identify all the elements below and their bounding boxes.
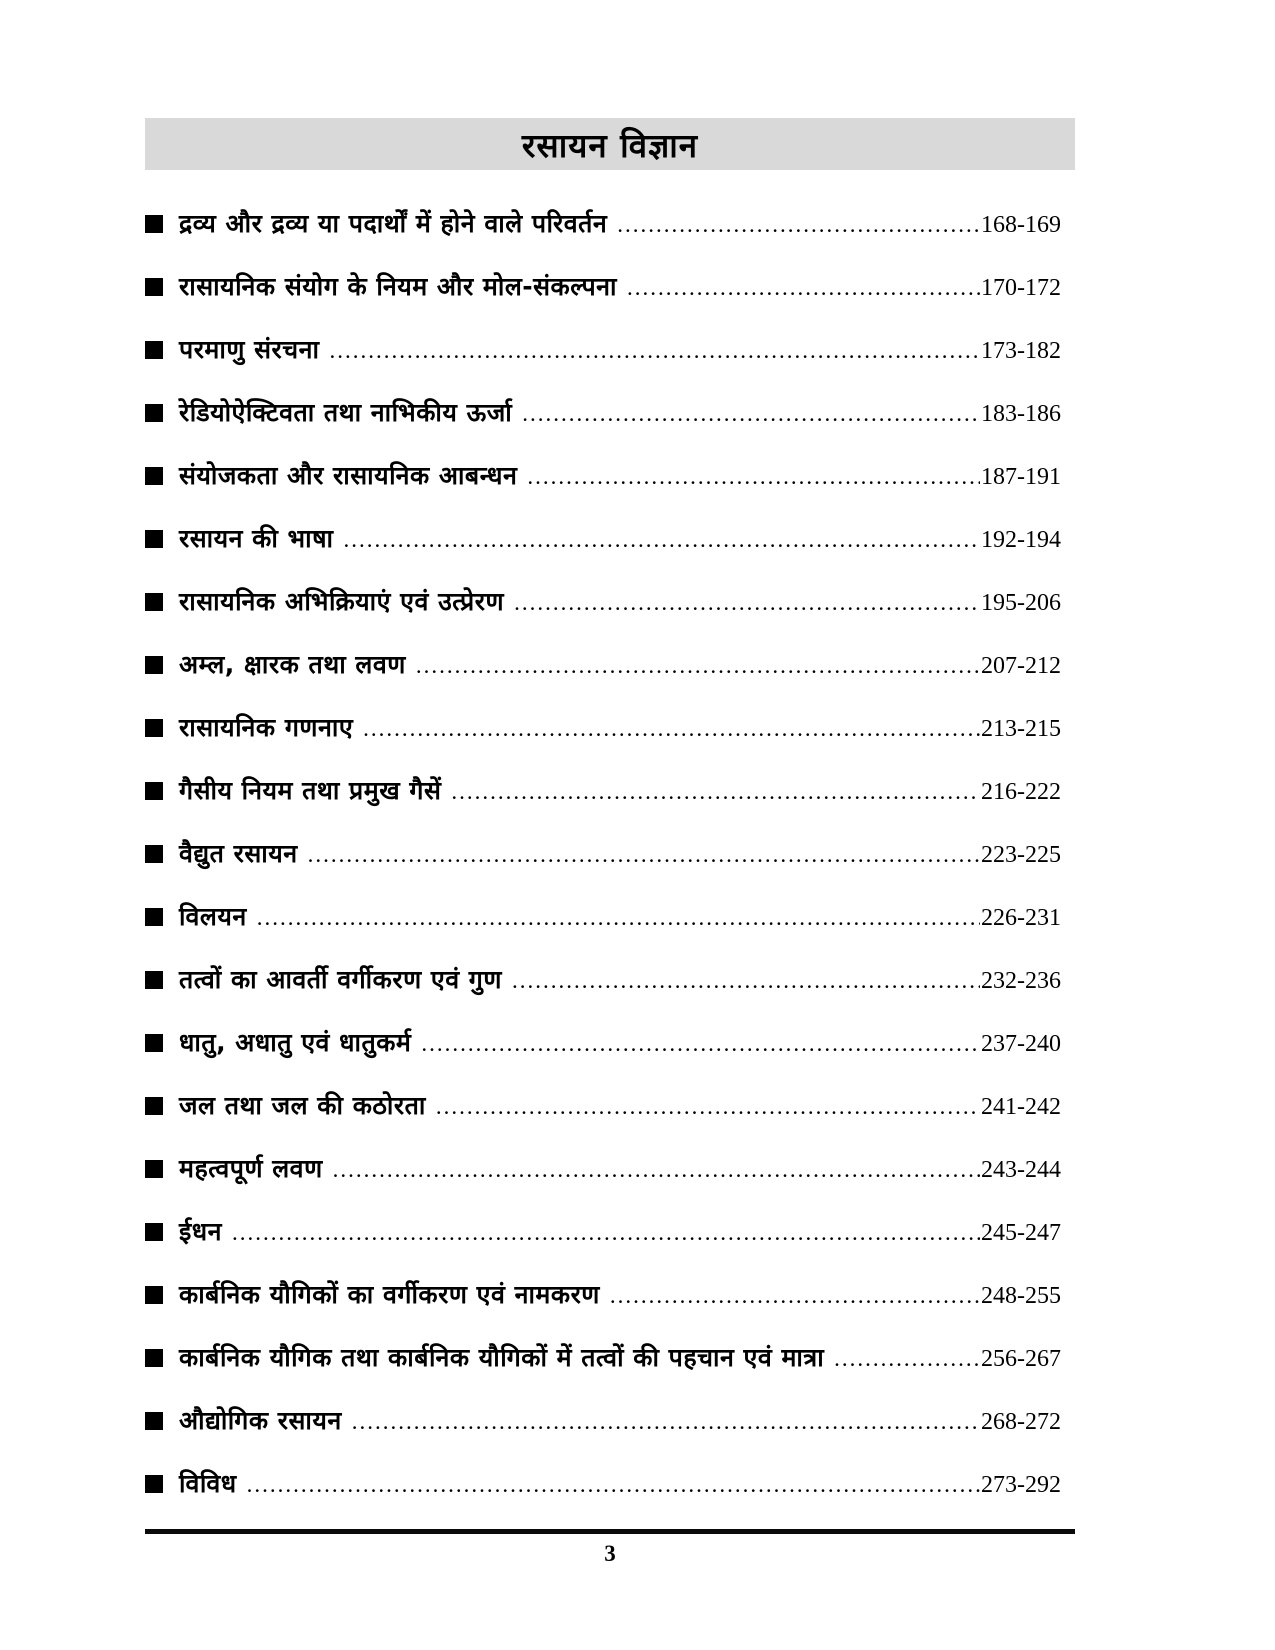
page-range: 248-255 (981, 1283, 1061, 1309)
dot-leader (334, 508, 980, 571)
chapter-title: अम्ल, क्षारक तथा लवण (179, 650, 406, 679)
page-range: 183-186 (981, 401, 1061, 427)
bullet-square-icon (145, 782, 163, 800)
toc-row (145, 1263, 1075, 1326)
dot-leader (502, 949, 980, 1012)
bullet-square-icon (145, 656, 163, 674)
page-range: 187-191 (981, 464, 1061, 490)
bullet-square-icon (145, 1412, 163, 1430)
bullet-square-icon (145, 1160, 163, 1178)
toc-row (145, 192, 1075, 255)
page-range: 268-272 (981, 1409, 1061, 1435)
bullet-square-icon (145, 404, 163, 422)
page-range: 192-194 (981, 527, 1061, 553)
page-title: रसायन विज्ञान (521, 125, 699, 165)
chapter-title: कार्बनिक यौगिक तथा कार्बनिक यौगिकों में तत्वों की पहचान एवं मात्रा (179, 1343, 825, 1372)
footer-page-number: 3 (604, 1541, 616, 1566)
dot-leader (504, 571, 980, 634)
page-range: 245-247 (981, 1220, 1061, 1246)
toc-row (145, 1074, 1075, 1137)
dot-leader (607, 193, 980, 256)
dot-leader (319, 319, 980, 382)
page-range: 213-215 (981, 716, 1061, 742)
dot-leader (411, 1012, 980, 1075)
bullet-square-icon (145, 845, 163, 863)
toc-row (145, 759, 1075, 822)
page-content (145, 118, 1075, 1567)
toc-row (145, 444, 1075, 507)
dot-leader (353, 697, 980, 760)
bullet-square-icon (145, 593, 163, 611)
page-range: 232-236 (981, 968, 1061, 994)
chapter-title: ईधन (179, 1217, 223, 1246)
bullet-square-icon (145, 1475, 163, 1493)
toc-row (145, 1326, 1075, 1389)
chapter-title: गैसीय नियम तथा प्रमुख गैसें (179, 776, 442, 805)
bullet-square-icon (145, 278, 163, 296)
toc-row (145, 822, 1075, 885)
page-range: 273-292 (981, 1472, 1061, 1498)
chapter-title: विलयन (179, 902, 247, 931)
dot-leader (441, 760, 980, 823)
dot-leader (323, 1138, 980, 1201)
toc-row (145, 1452, 1075, 1515)
dot-leader (406, 634, 980, 697)
toc-row (145, 318, 1075, 381)
chapter-title: धातु, अधातु एवं धातुकर्म (179, 1028, 412, 1057)
page-range: 173-182 (981, 338, 1061, 364)
page-range: 168-169 (981, 212, 1061, 238)
chapter-title: औद्योगिक रसायन (179, 1406, 342, 1435)
bullet-square-icon (145, 1097, 163, 1115)
toc-row (145, 885, 1075, 948)
chapter-title: जल तथा जल की कठोरता (179, 1091, 426, 1120)
toc-row (145, 381, 1075, 444)
dot-leader (237, 1453, 980, 1516)
toc-row (145, 255, 1075, 318)
page-range: 237-240 (981, 1031, 1061, 1057)
dot-leader (600, 1264, 980, 1327)
dot-leader (517, 445, 980, 508)
page-range: 243-244 (981, 1157, 1061, 1183)
bullet-square-icon (145, 341, 163, 359)
bullet-square-icon (145, 1034, 163, 1052)
dot-leader (426, 1075, 980, 1138)
dot-leader (298, 823, 980, 886)
bullet-square-icon (145, 1349, 163, 1367)
bullet-square-icon (145, 908, 163, 926)
chapter-title: वैद्युत रसायन (179, 839, 298, 868)
chapter-title: रासायनिक गणनाए (179, 713, 354, 742)
toc-row (145, 633, 1075, 696)
dot-leader (617, 256, 980, 319)
bullet-square-icon (145, 1223, 163, 1241)
page-range: 216-222 (981, 779, 1061, 805)
page-range: 170-172 (981, 275, 1061, 301)
dot-leader (512, 382, 980, 445)
page-range: 207-212 (981, 653, 1061, 679)
dot-leader (247, 886, 980, 949)
toc-row (145, 1011, 1075, 1074)
footer-divider (145, 1529, 1075, 1534)
chapter-title: कार्बनिक यौगिकों का वर्गीकरण एवं नामकरण (179, 1280, 600, 1309)
page-range: 195-206 (981, 590, 1061, 616)
page-range: 256-267 (981, 1346, 1061, 1372)
chapter-title: संयोजकता और रासायनिक आबन्धन (179, 461, 518, 490)
page-range: 223-225 (981, 842, 1061, 868)
toc-row (145, 507, 1075, 570)
toc-row (145, 1137, 1075, 1200)
chapter-title: द्रव्य और द्रव्य या पदार्थों में होने वाले परिवर्तन (179, 209, 608, 238)
page-range: 226-231 (981, 905, 1061, 931)
chapter-title: रासायनिक संयोग के नियम और मोल-संकल्पना (179, 272, 618, 301)
chapter-title: रासायनिक अभिक्रियाएं एवं उत्प्रेरण (179, 587, 505, 616)
dot-leader (222, 1201, 980, 1264)
toc-row (145, 696, 1075, 759)
bullet-square-icon (145, 719, 163, 737)
chapter-title: रेडियोऐक्टिवता तथा नाभिकीय ऊर्जा (179, 398, 513, 427)
dot-leader (342, 1390, 980, 1453)
chapter-heading-banner (145, 118, 1075, 170)
toc-row (145, 570, 1075, 633)
chapter-title: रसायन की भाषा (179, 524, 334, 553)
bullet-square-icon (145, 530, 163, 548)
chapter-title: महत्वपूर्ण लवण (179, 1154, 323, 1183)
bullet-square-icon (145, 215, 163, 233)
dot-leader (824, 1327, 980, 1390)
chapter-title: विविध (179, 1469, 237, 1498)
bullet-square-icon (145, 971, 163, 989)
toc-row (145, 948, 1075, 1011)
toc-row (145, 1200, 1075, 1263)
page-range: 241-242 (981, 1094, 1061, 1120)
bullet-square-icon (145, 467, 163, 485)
chapter-title: परमाणु संरचना (179, 335, 320, 364)
bullet-square-icon (145, 1286, 163, 1304)
toc-list (145, 192, 1075, 1515)
toc-row (145, 1389, 1075, 1452)
chapter-title: तत्वों का आवर्ती वर्गीकरण एवं गुण (179, 965, 502, 994)
